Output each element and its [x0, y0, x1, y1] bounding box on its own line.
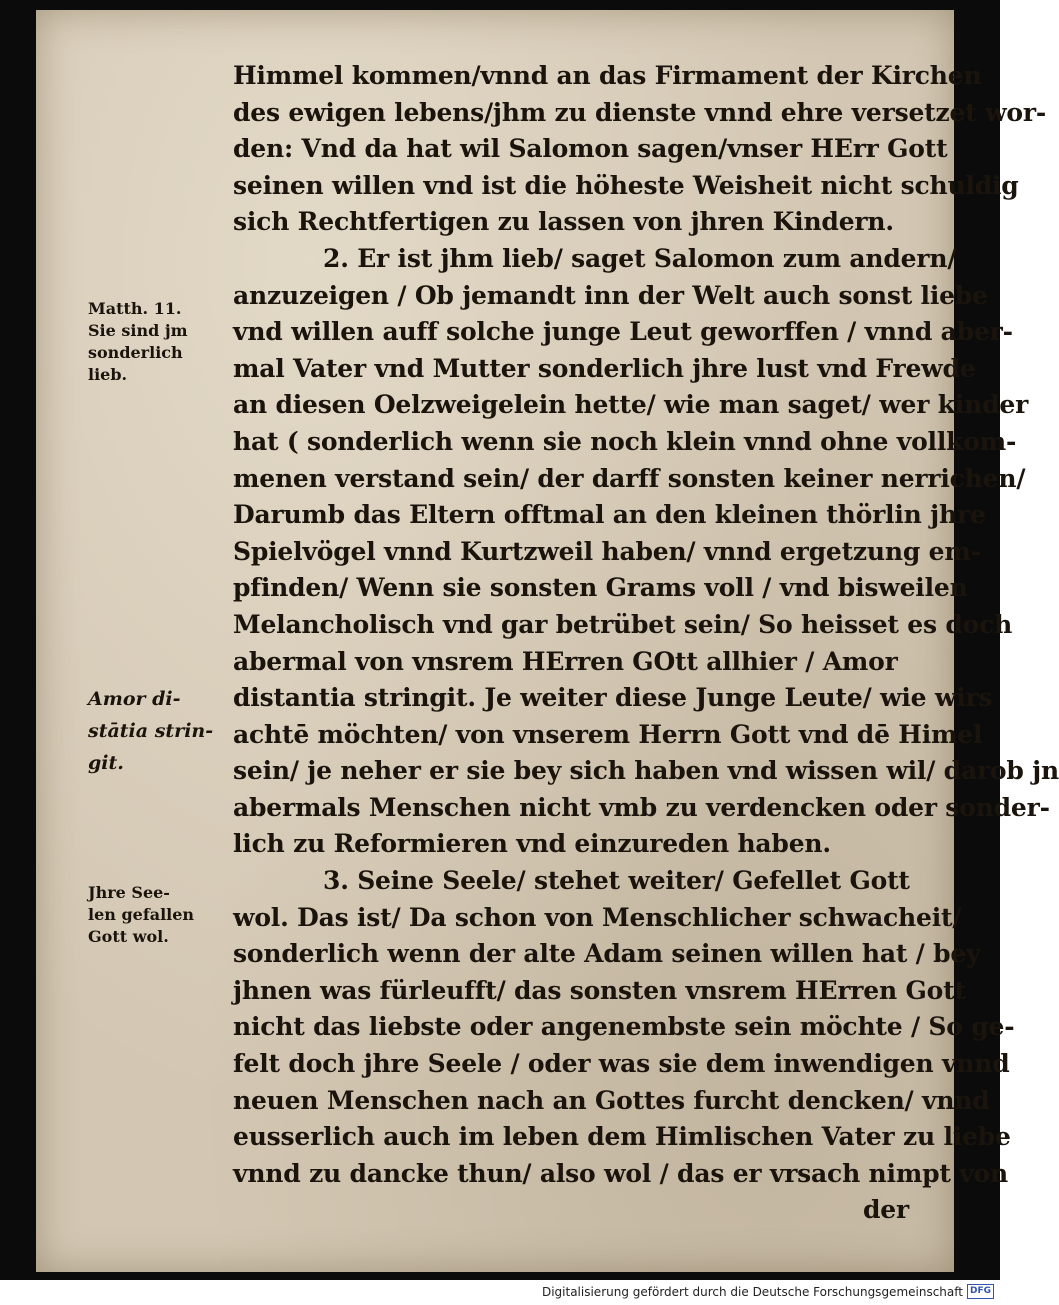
text-line: anzuzeigen / Ob jemandt inn der Welt auch sonst liebe [233, 280, 988, 310]
margin-note-matthew [88, 298, 238, 386]
book-page [36, 10, 1059, 1272]
margin-note-line: git. [88, 752, 124, 774]
text-line: Himmel kommen/vnnd an das Firmament der Kirchen [233, 61, 982, 90]
text-line: sich Rechtfertigen zu lassen von jhren Kindern. [233, 207, 894, 237]
dfg-logo-icon: DFG [967, 1284, 994, 1299]
margin-note-seelen [88, 882, 238, 948]
text-line: abermals Menschen nicht vmb zu verdencken oder sonder- [233, 792, 1050, 822]
text-line: eusserlich auch im leben dem Himlischen Vater zu liebe [233, 1122, 1011, 1152]
margin-note-line: Matth. 11. [88, 299, 182, 318]
margin-note-line: sonderlich [88, 343, 183, 362]
text-line: seinen willen vnd ist die höheste Weisheit nicht schuldig [233, 170, 1019, 200]
text-line: vnd willen auff solche junge Leut geworffen / vnnd aber- [233, 317, 1013, 347]
text-line: achtē möchten/ von vnserem Herrn Gott vnd dē Himel [233, 719, 983, 749]
text-line: den: Vnd da hat wil Salomon sagen/vnser HErr Gott [233, 134, 948, 164]
margin-note-line: Gott wol. [88, 927, 169, 946]
digitization-footer [542, 1284, 994, 1299]
text-line: 2. Er ist jhm lieb/ saget Salomon zum andern/ [323, 243, 957, 273]
text-line: sonderlich wenn der alte Adam seinen willen hat / bey [233, 939, 981, 969]
catchword: der [863, 1195, 909, 1225]
text-line: abermal von vnsrem HErren GOtt allhier / Amor [233, 646, 898, 676]
main-text-block [233, 58, 1059, 1229]
text-line: lich zu Reformieren vnd einzureden haben. [233, 829, 831, 859]
footer-text: Digitalisierung gefördert durch die Deutsche Forschungsgemeinschaft [541, 1284, 963, 1299]
text-line: an diesen Oelzweigelein hette/ wie man saget/ wer kinder [233, 390, 1029, 420]
margin-note-line: len gefallen [88, 905, 195, 924]
text-line: sein/ je neher er sie bey sich haben vnd wissen wil/ darob jn [233, 756, 1059, 786]
text-line: des ewigen lebens/jhm zu dienste vnnd ehre versetzet wor- [233, 97, 1047, 127]
text-line: vnnd zu dancke thun/ also wol / das er vrsach nimpt von [233, 1158, 1008, 1188]
text-line: Darumb das Eltern offtmal an den kleinen thörlin jhre [233, 500, 986, 530]
text-line: nicht das liebste oder angenembste sein möchte / So ge- [233, 1012, 1015, 1042]
text-line: neuen Menschen nach an Gottes furcht dencken/ vnnd [233, 1085, 990, 1115]
text-line: Spielvögel vnnd Kurtzweil haben/ vnnd ergetzung em- [233, 536, 981, 566]
text-line: felt doch jhre Seele / oder was sie dem inwendigen vnnd [233, 1049, 1010, 1079]
text-line: distantia stringit. Je weiter diese Junge Leute/ wie wirs [233, 683, 993, 713]
text-line: mal Vater vnd Mutter sonderlich jhre lust vnd Frewde [233, 353, 976, 383]
text-line: Melancholisch vnd gar betrübet sein/ So heisset es doch [233, 609, 1013, 639]
margin-note-amor [88, 683, 238, 779]
margin-note-line: lieb. [88, 365, 128, 384]
margin-note-line: Amor di- [88, 688, 181, 710]
text-line: menen verstand sein/ der darff sonsten keiner nerrichen/ [233, 463, 1026, 493]
text-line: pfinden/ Wenn sie sonsten Grams voll / vnd bisweilen [233, 573, 968, 603]
text-line: 3. Seine Seele/ stehet weiter/ Gefellet Gott [323, 866, 910, 896]
text-line: wol. Das ist/ Da schon von Menschlicher schwacheit/ [233, 902, 962, 932]
margin-note-line: stātia strin- [88, 720, 214, 742]
text-line: jhnen was fürleufft/ das sonsten vnsrem HErren Gott [233, 975, 966, 1005]
text-line: hat ( sonderlich wenn sie noch klein vnnd ohne vollkom- [233, 426, 1017, 456]
margin-note-line: Sie sind jm [88, 321, 188, 340]
margin-note-line: Jhre See- [88, 883, 170, 902]
